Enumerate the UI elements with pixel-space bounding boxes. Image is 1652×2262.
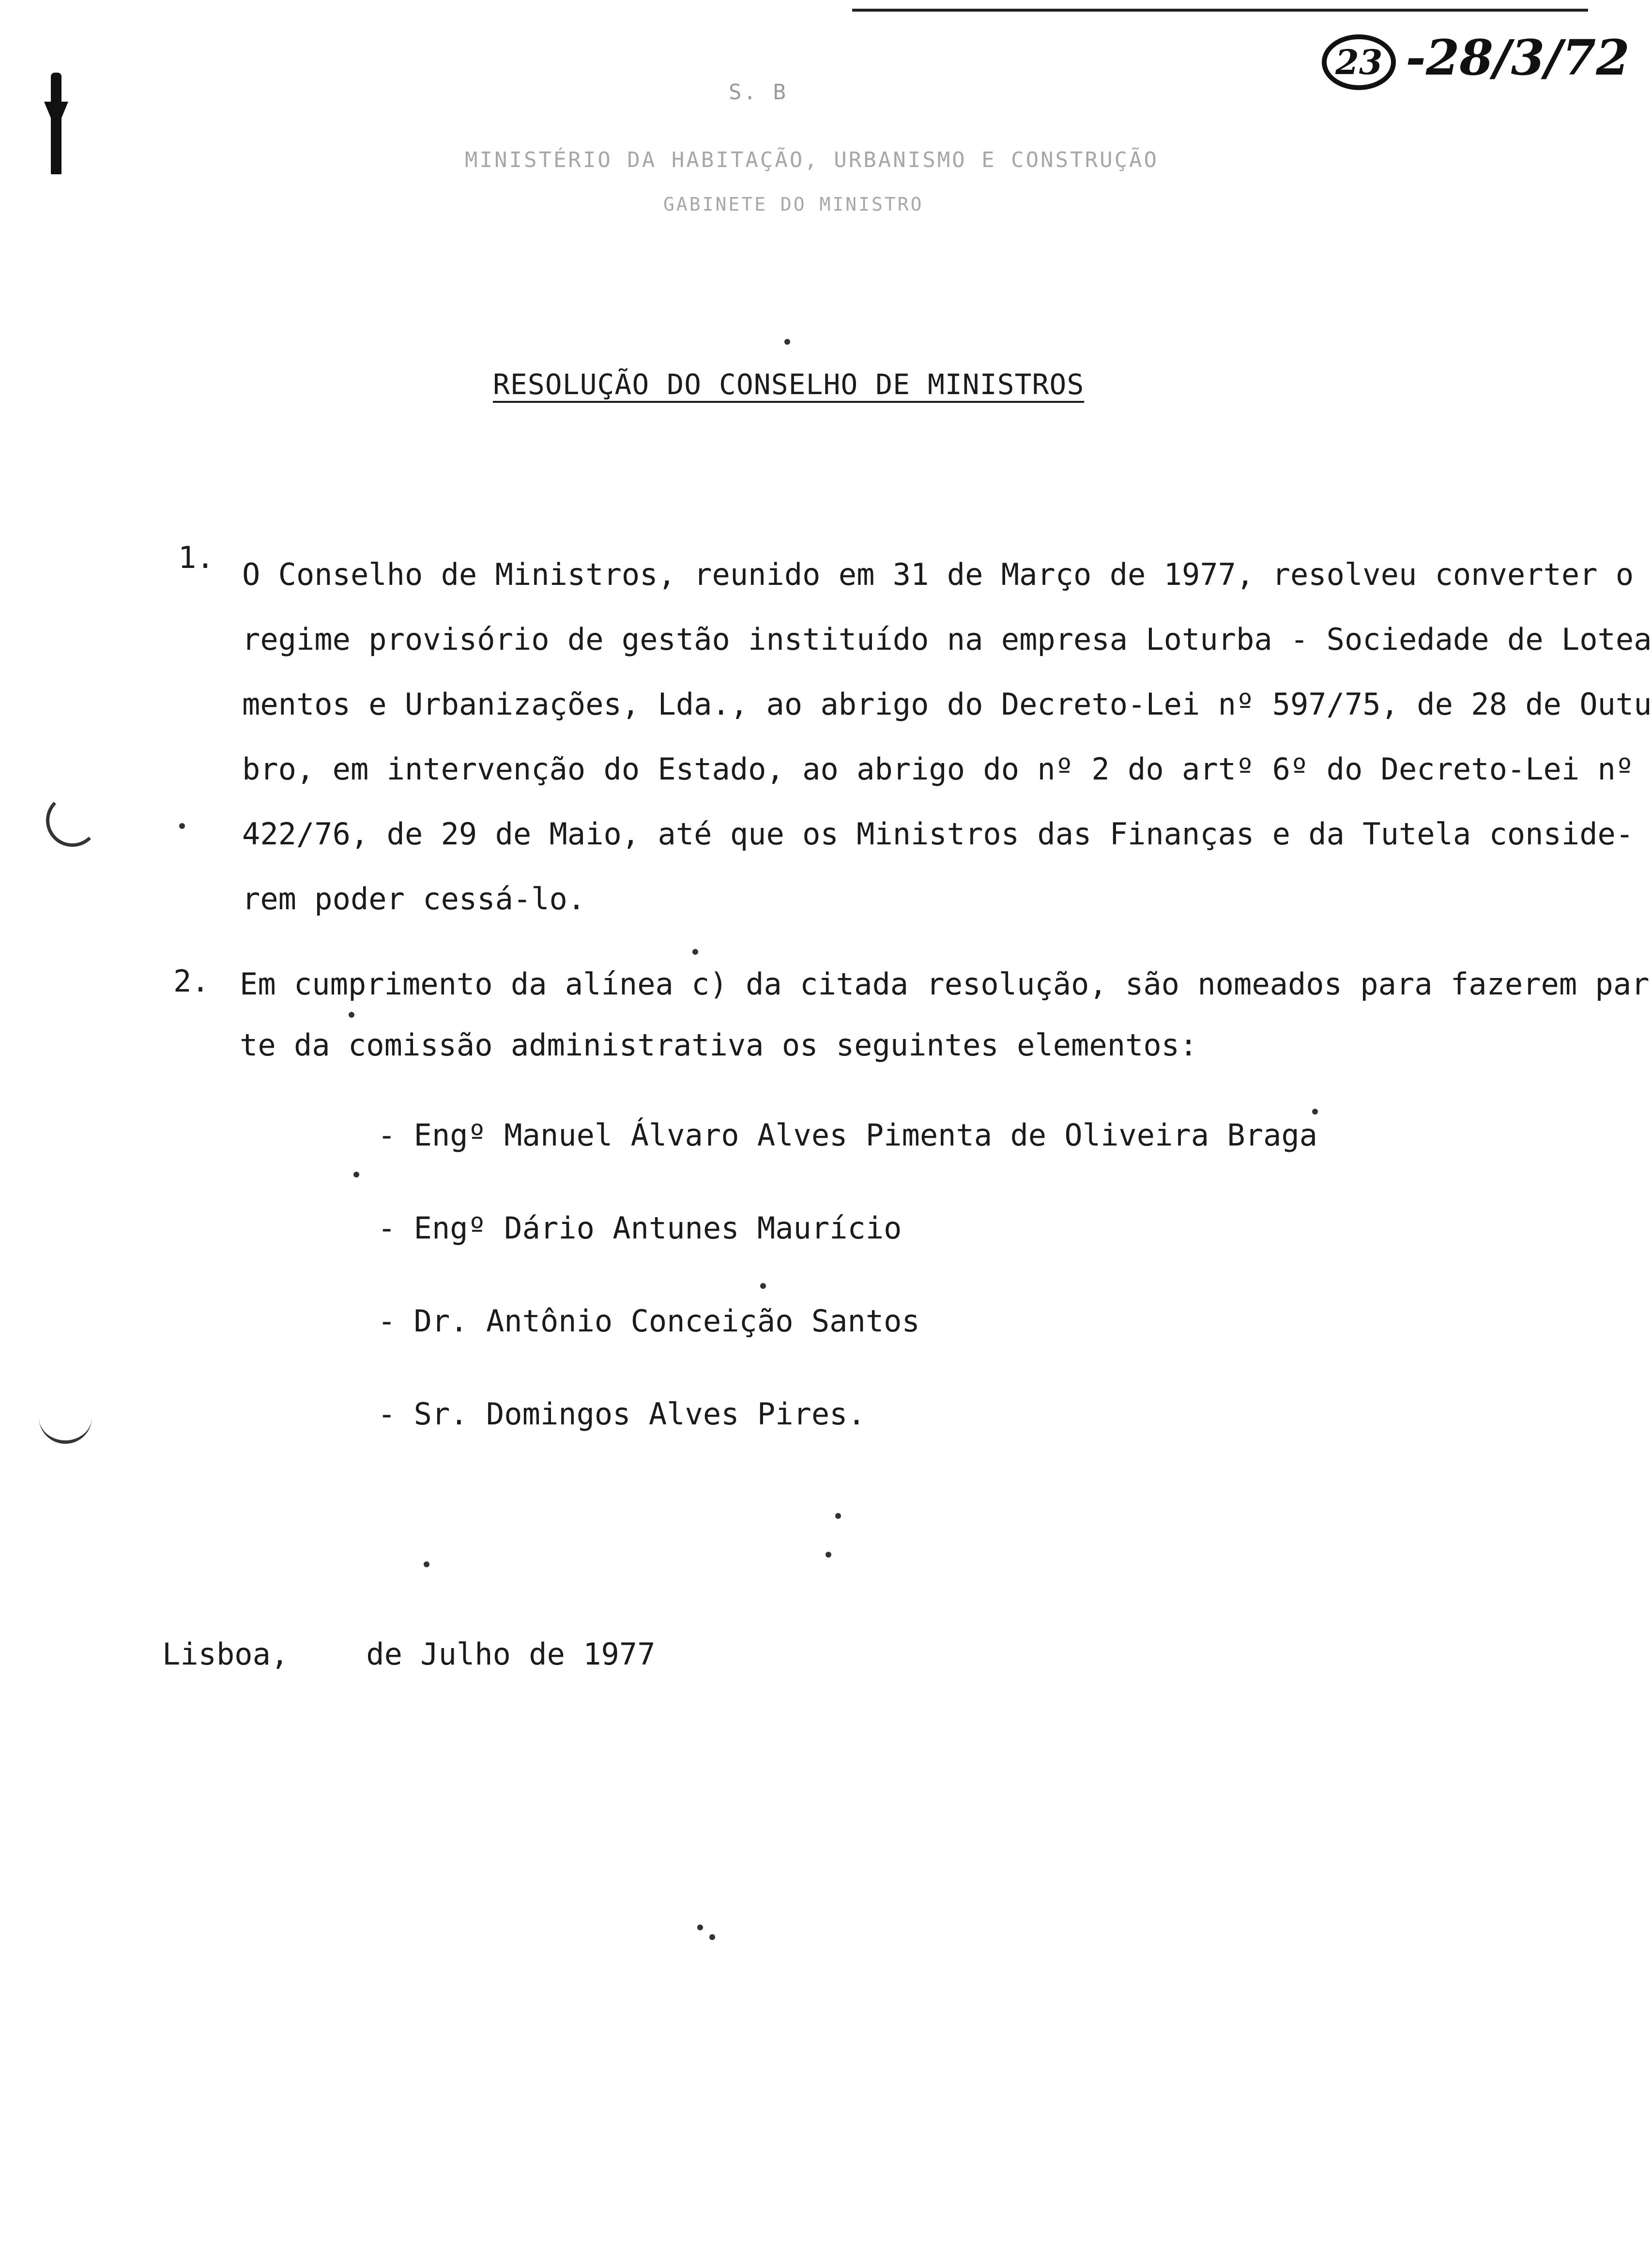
speck — [835, 1513, 841, 1519]
paragraph-line: mentos e Urbanizações, Lda., ao abrigo do Decreto-Lei nº 597/75, de 28 de Outu — [242, 687, 1652, 722]
margin-arrow-mark — [51, 73, 61, 174]
paragraph-line: rem poder cessá-lo. — [242, 881, 586, 917]
speck — [697, 1925, 703, 1930]
paragraph-line: O Conselho de Ministros, reunido em 31 de Março de 1977, resolveu converter o — [242, 557, 1634, 592]
member-list — [378, 1118, 1317, 1490]
paragraph-line: regime provisório de gestão instituído na empresa Loturba - Sociedade de Lotea — [242, 622, 1652, 657]
paragraph-1-number: 1. — [178, 540, 214, 575]
speck — [784, 339, 790, 345]
letterhead-ministry: MINISTÉRIO DA HABITAÇÃO, URBANISMO E CONSTRUÇÃO — [465, 148, 1159, 172]
paragraph-line: bro, em intervenção do Estado, ao abrigo do nº 2 do artº 6º do Decreto-Lei nº — [242, 751, 1634, 787]
margin-arc-mark — [39, 1414, 92, 1444]
member-item: - Engº Manuel Álvaro Alves Pimenta de Oliveira Braga — [378, 1117, 1318, 1153]
speck — [692, 949, 698, 955]
stamp-circled-number: 23 — [1322, 34, 1396, 90]
member-item: - Engº Dário Antunes Maurício — [378, 1210, 902, 1246]
document-title: RESOLUÇÃO DO CONSELHO DE MINISTROS — [493, 368, 1085, 401]
speck — [349, 1012, 354, 1018]
handwritten-stamp — [1322, 29, 1630, 90]
letterhead-line-1: S. B — [729, 80, 788, 105]
speck — [179, 823, 185, 829]
closing-place-date — [162, 1636, 656, 1672]
top-rule — [852, 9, 1588, 12]
closing-place: Lisboa, — [162, 1636, 289, 1672]
speck — [709, 1934, 715, 1940]
speck — [353, 1172, 359, 1177]
paragraph-line: Em cumprimento da alínea c) da citada resolução, são nomeados para fazerem par — [240, 966, 1650, 1002]
member-item: - Dr. Antônio Conceição Santos — [378, 1303, 920, 1339]
letterhead-office: GABINETE DO MINISTRO — [663, 194, 924, 215]
paragraph-2-number: 2. — [173, 963, 210, 999]
margin-arc-mark — [46, 794, 99, 847]
stamp-date: -28/3/72 — [1406, 29, 1630, 86]
speck — [1312, 1109, 1318, 1115]
paragraph-1 — [242, 542, 1652, 932]
member-item: - Sr. Domingos Alves Pires. — [378, 1396, 866, 1432]
speck — [424, 1561, 429, 1567]
speck — [760, 1283, 766, 1289]
speck — [826, 1552, 831, 1558]
closing-date: de Julho de 1977 — [366, 1636, 656, 1672]
paragraph-line: 422/76, de 29 de Maio, até que os Ministros das Finanças e da Tutela conside- — [242, 816, 1634, 852]
paragraph-2 — [240, 954, 1650, 1076]
paragraph-line: te da comissão administrativa os seguintes elementos: — [240, 1027, 1198, 1063]
